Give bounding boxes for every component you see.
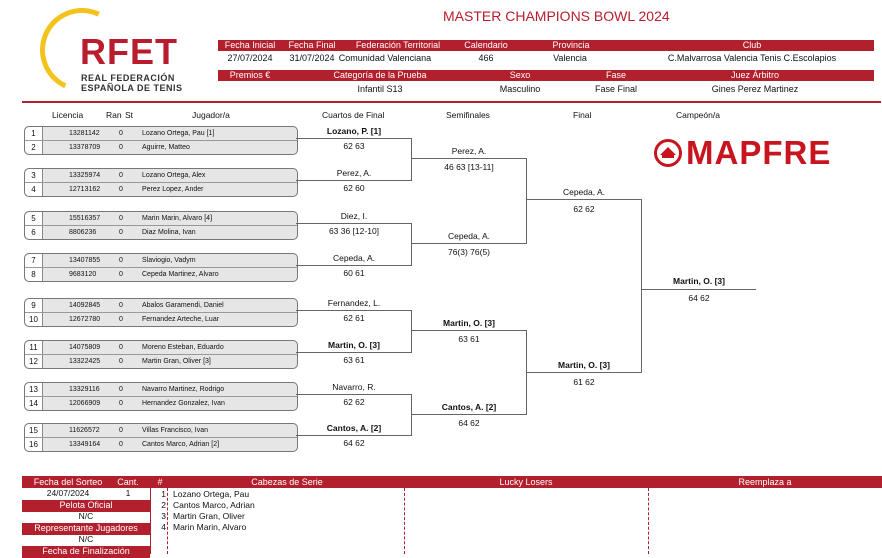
cant-label: Cant. <box>117 477 139 487</box>
player-rank: 0 <box>119 400 123 407</box>
cant-value: 1 <box>125 488 131 498</box>
mapfre-emblem-icon <box>653 138 683 168</box>
player-seed-number: 16 <box>25 438 43 451</box>
player-rank: 0 <box>119 358 123 365</box>
rep-label: Representante Jugadores <box>34 523 138 533</box>
qf-line <box>296 138 412 139</box>
player-seed-number: 4 <box>25 183 43 196</box>
player-seed-number: 14 <box>25 397 43 410</box>
qf-line <box>296 223 412 224</box>
draw-date: 24/07/2024 <box>46 488 90 498</box>
seed-name: Cantos Marco, Adrian <box>173 500 255 510</box>
seed-number: 3 <box>161 511 166 521</box>
logo-line-2: ESPAÑOLA DE TENIS <box>81 83 183 93</box>
player-divider <box>25 437 297 438</box>
qf-line <box>296 435 412 436</box>
info-header-5: Club <box>742 40 762 50</box>
player-seed-number: 1 <box>25 127 43 140</box>
qf-score: 62 63 <box>343 141 365 151</box>
qf-winner: Cantos, A. [2] <box>326 423 382 433</box>
hash-label: # <box>157 477 163 487</box>
player-license: 13281142 <box>69 130 100 137</box>
column-divider <box>167 488 168 554</box>
champion-name: Martin, O. [3] <box>673 276 725 286</box>
player-name: Cantos Marco, Adrian [2] <box>142 441 220 448</box>
match-box <box>24 382 298 411</box>
sf-line <box>412 414 526 415</box>
champion-score: 64 62 <box>688 293 710 303</box>
qf-line <box>296 310 412 311</box>
player-license: 13407855 <box>69 257 101 264</box>
player-rank: 0 <box>119 186 123 193</box>
player-name: Abalos Garamendi, Daniel <box>142 302 224 309</box>
player-license: 14092845 <box>69 302 101 309</box>
sf-score: 64 62 <box>458 418 480 428</box>
match-box <box>24 168 298 197</box>
player-license: 14075809 <box>69 344 101 351</box>
final-winner: Cepeda, A. <box>562 187 606 197</box>
info2-value-2: Masculino <box>499 84 541 94</box>
player-name: Moreno Esteban, Eduardo <box>142 344 224 351</box>
header-divider <box>22 101 881 103</box>
player-divider <box>25 354 297 355</box>
sf-score: 63 61 <box>458 334 480 344</box>
player-seed-number: 3 <box>25 169 43 182</box>
player-rank: 0 <box>119 386 123 393</box>
qf-score: 60 61 <box>343 268 365 278</box>
info-value-4: Valencia <box>553 53 587 63</box>
final-connector <box>641 199 642 373</box>
player-rank: 0 <box>119 302 123 309</box>
qf-winner: Perez, A. <box>336 168 372 178</box>
qf-score: 63 61 <box>343 355 365 365</box>
qf-connector <box>411 138 412 181</box>
player-rank: 0 <box>119 229 123 236</box>
seed-number: 2 <box>161 500 166 510</box>
info2-value-4: Gines Perez Martinez <box>711 84 799 94</box>
final-line <box>527 199 641 200</box>
qf-connector <box>411 394 412 436</box>
qf-score: 62 62 <box>343 397 365 407</box>
qf-line <box>296 352 412 353</box>
player-seed-number: 10 <box>25 313 43 326</box>
player-name: Lozano Ortega, Pau [1] <box>142 130 215 137</box>
match-box <box>24 340 298 369</box>
player-license: 13325974 <box>69 172 101 179</box>
seed-name: Marin Marin, Alvaro <box>173 522 247 532</box>
info2-header-3: Fase <box>605 70 626 80</box>
player-divider <box>25 267 297 268</box>
final-score: 62 62 <box>573 204 595 214</box>
logo-rfet: RFET <box>80 31 178 72</box>
player-rank: 0 <box>119 316 123 323</box>
info2-value-3: Fase Final <box>594 84 638 94</box>
player-license: 13349164 <box>69 441 101 448</box>
player-rank: 0 <box>119 215 123 222</box>
qf-line <box>296 394 412 395</box>
player-name: Aguirre, Matteo <box>142 144 190 151</box>
col-cuartos: Cuartos de Final <box>322 110 385 120</box>
draw-date-label: Fecha del Sorteo <box>33 477 103 487</box>
player-rank: 0 <box>119 271 123 278</box>
col-semifinales: Semifinales <box>446 110 490 120</box>
player-seed-number: 6 <box>25 226 43 239</box>
sponsor-name: MAPFRE <box>686 134 832 171</box>
col-status: St <box>125 110 134 120</box>
seed-number: 4 <box>161 522 166 532</box>
end-date-label: Fecha de Finalización <box>42 546 130 556</box>
player-seed-number: 13 <box>25 383 43 396</box>
player-name: Hernandez Gonzalez, Ivan <box>142 400 225 407</box>
seed-name: Martin Gran, Oliver <box>173 511 245 521</box>
sf-score: 76(3) 76(5) <box>447 247 491 257</box>
qf-winner: Navarro, R. <box>332 382 376 392</box>
player-divider <box>25 396 297 397</box>
player-seed-number: 2 <box>25 141 43 154</box>
player-rank: 0 <box>119 130 123 137</box>
player-license: 12672780 <box>69 316 101 323</box>
qf-score: 64 62 <box>343 438 365 448</box>
sf-line <box>412 158 526 159</box>
match-box <box>24 253 298 282</box>
player-seed-number: 7 <box>25 254 43 267</box>
final-winner: Martin, O. [3] <box>558 360 610 370</box>
info2-header-0: Premios € <box>229 70 271 80</box>
qf-line <box>296 265 412 266</box>
player-seed-number: 9 <box>25 299 43 312</box>
info2-value-1: Infantil S13 <box>357 84 403 94</box>
info-header-1: Fecha Final <box>288 40 336 50</box>
info-value-2: Comunidad Valenciana <box>338 53 432 63</box>
player-divider <box>25 225 297 226</box>
player-seed-number: 5 <box>25 212 43 225</box>
qf-connector <box>411 223 412 266</box>
info-header-3: Calendario <box>464 40 508 50</box>
player-rank: 0 <box>119 427 123 434</box>
bottom-left-divider <box>150 488 151 554</box>
player-name: Navarro Martinez, Rodrigo <box>142 386 225 393</box>
qf-score: 62 60 <box>343 183 365 193</box>
player-license: 13378709 <box>69 144 101 151</box>
player-divider <box>25 312 297 313</box>
player-name: Diaz Molina, Ivan <box>142 229 196 236</box>
info-value-0: 27/07/2024 <box>227 53 273 63</box>
seed-name: Lozano Ortega, Pau <box>173 489 250 499</box>
player-rank: 0 <box>119 172 123 179</box>
info-header-2: Federación Territorial <box>355 40 441 50</box>
player-seed-number: 8 <box>25 268 43 281</box>
info-value-1: 31/07/2024 <box>289 53 335 63</box>
qf-winner: Lozano, P. [1] <box>326 126 382 136</box>
player-rank: 0 <box>119 441 123 448</box>
match-box <box>24 423 298 452</box>
player-divider <box>25 182 297 183</box>
champion-line <box>642 289 756 290</box>
replace-label: Reemplaza a <box>738 477 792 487</box>
sf-winner: Cantos, A. [2] <box>441 402 497 412</box>
col-final: Final <box>573 110 592 120</box>
seeds-label: Cabezas de Serie <box>251 477 323 487</box>
player-name: Lozano Ortega, Alex <box>142 172 206 179</box>
player-name: Perez Lopez, Ander <box>142 186 204 193</box>
sf-winner: Cepeda, A. <box>447 231 491 241</box>
info-header-0: Fecha Inicial <box>224 40 276 50</box>
sponsor-logo <box>653 133 868 173</box>
qf-winner: Cepeda, A. <box>332 253 376 263</box>
info2-header-1: Categoría de la Prueba <box>333 70 427 80</box>
ball-label: Pelota Oficial <box>59 500 113 510</box>
final-score: 61 62 <box>573 377 595 387</box>
player-license: 12066909 <box>69 400 101 407</box>
player-rank: 0 <box>119 257 123 264</box>
player-rank: 0 <box>119 144 123 151</box>
match-box <box>24 211 298 240</box>
player-license: 15516357 <box>69 215 101 222</box>
info-value-3: 466 <box>478 53 494 63</box>
player-seed-number: 12 <box>25 355 43 368</box>
info-value-5: C.Malvarrosa Valencia Tenis C.Escolapios <box>667 53 837 63</box>
sf-winner: Martin, O. [3] <box>443 318 495 328</box>
match-box <box>24 126 298 155</box>
page-title: MASTER CHAMPIONS BOWL 2024 <box>443 8 670 24</box>
logo-subtitle <box>81 73 183 93</box>
player-divider <box>25 140 297 141</box>
qf-winner: Martin, O. [3] <box>328 340 380 350</box>
player-license: 8806236 <box>69 229 97 236</box>
col-ranking: Ran <box>106 110 122 120</box>
player-license: 11626572 <box>69 427 100 434</box>
col-jugador: Jugador/a <box>192 110 230 120</box>
qf-connector <box>411 310 412 353</box>
info2-header-2: Sexo <box>509 70 531 80</box>
col-licencia: Licencia <box>52 110 84 120</box>
player-seed-number: 15 <box>25 424 43 437</box>
final-line <box>527 372 641 373</box>
rep-value: N/C <box>78 534 94 544</box>
player-license: 9683120 <box>69 271 97 278</box>
player-license: 13322425 <box>69 358 101 365</box>
logo-line-1: REAL FEDERACIÓN <box>81 73 175 83</box>
player-name: Martin Gran, Oliver [3] <box>142 358 211 365</box>
player-name: Marin Marin, Alvaro [4] <box>142 215 213 222</box>
player-seed-number: 11 <box>25 341 43 354</box>
player-name: Slaviogio, Vadym <box>142 257 196 264</box>
qf-winner: Diez, I. <box>340 211 368 221</box>
player-rank: 0 <box>119 344 123 351</box>
ball-value: N/C <box>78 511 94 521</box>
info2-header-4: Juez Árbitro <box>730 70 780 80</box>
qf-score: 62 61 <box>343 313 365 323</box>
info-header-4: Provincia <box>552 40 590 50</box>
qf-line <box>296 180 412 181</box>
column-divider <box>648 488 649 554</box>
qf-score: 63 36 [12-10] <box>328 226 380 236</box>
player-name: Villas Francisco, Ivan <box>142 427 209 434</box>
col-campeon: Campeón/a <box>676 110 720 120</box>
match-box <box>24 298 298 327</box>
player-name: Cepeda Martinez, Alvaro <box>142 271 219 278</box>
qf-winner: Fernandez, L. <box>327 298 381 308</box>
player-license: 12713162 <box>69 186 101 193</box>
sf-line <box>412 330 526 331</box>
sf-winner: Perez, A. <box>451 146 487 156</box>
player-license: 13329116 <box>69 386 100 393</box>
sf-line <box>412 243 526 244</box>
sf-score: 46 63 [13-11] <box>444 162 494 172</box>
lucky-losers-label: Lucky Losers <box>499 477 553 487</box>
sf-connector <box>526 158 527 244</box>
seed-number: 1 <box>161 489 166 499</box>
column-divider <box>404 488 405 554</box>
player-name: Fernandez Arteche, Luar <box>142 316 220 323</box>
